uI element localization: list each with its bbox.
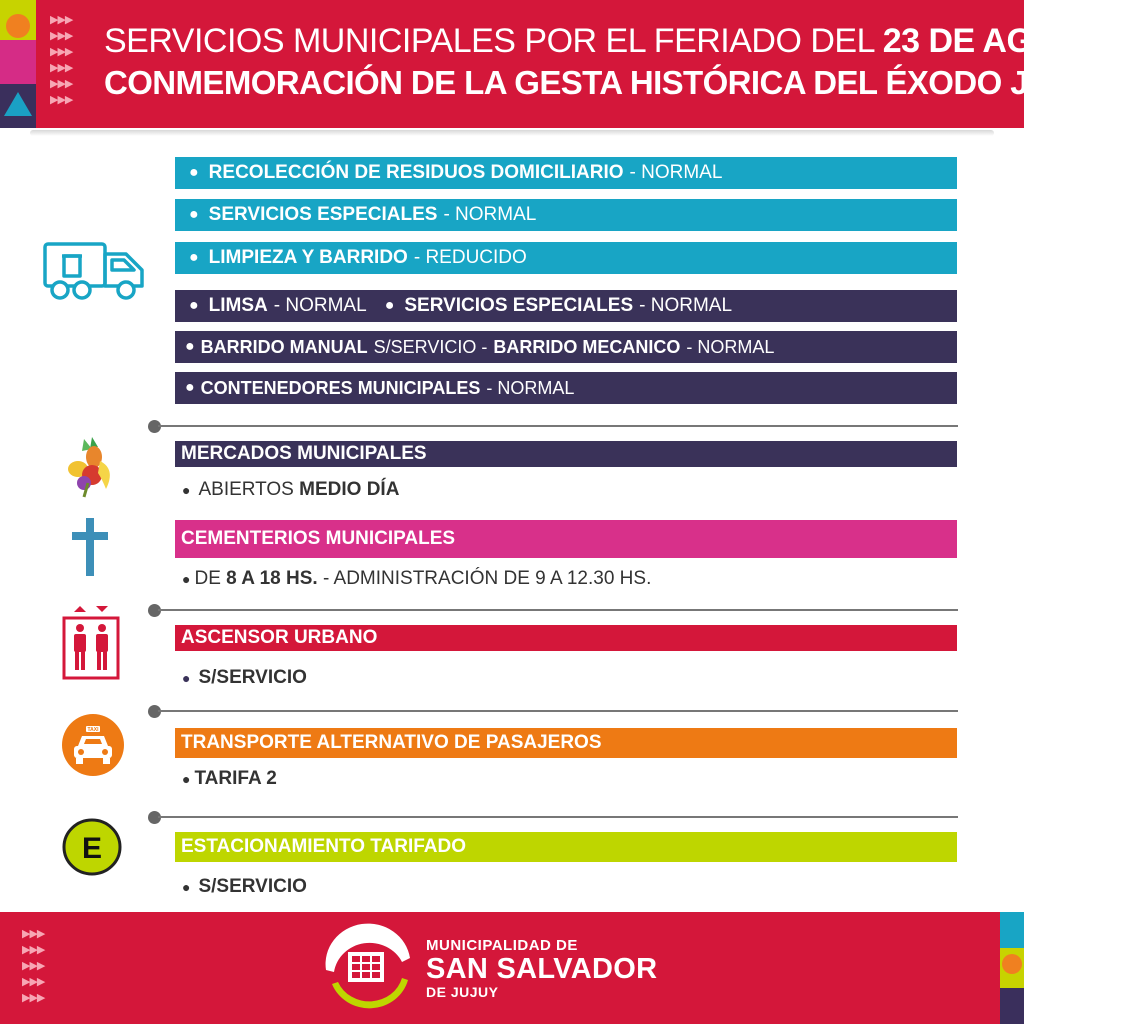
bullet-icon: ● [189, 249, 199, 266]
decorative-arrows: ▶▶▶ ▶▶▶ ▶▶▶ ▶▶▶ ▶▶▶ [22, 928, 45, 1004]
service-name: LIMSA [208, 295, 268, 316]
service-name: CONTENEDORES MUNICIPALES [200, 377, 481, 398]
divider [148, 811, 958, 823]
service-name: SERVICIOS ESPECIALES [404, 295, 634, 316]
service-row-limsa [175, 290, 957, 322]
logo-line3: DE JUJUY [426, 984, 499, 1000]
detail-bold: MEDIO DÍA [299, 479, 400, 500]
service-row-limpieza [175, 242, 957, 274]
detail-text: DE [194, 568, 221, 589]
section-title-ascensor: ASCENSOR URBANO [175, 625, 957, 651]
service-status: S/SERVICIO - [373, 336, 488, 357]
service-name: RECOLECCIÓN DE RESIDUOS DOMICILIARIO [208, 162, 624, 183]
parking-icon [62, 818, 122, 876]
service-row-especiales [175, 199, 957, 231]
bullet-icon: ● [182, 482, 191, 498]
detail-bold: TARIFA 2 [194, 768, 277, 789]
bullet-icon: ● [185, 379, 195, 396]
estacionamiento-detail [182, 876, 307, 898]
decorative-arrows: ▶▶▶ ▶▶▶ ▶▶▶ ▶▶▶ ▶▶▶ ▶▶▶ [50, 14, 73, 106]
service-status: - NORMAL [629, 162, 723, 183]
cross-icon [70, 518, 110, 576]
header-shadow [30, 130, 994, 136]
service-name: BARRIDO MANUAL [200, 336, 368, 357]
service-name: BARRIDO MECANICO [493, 336, 681, 357]
service-row-contenedores [175, 372, 957, 404]
service-status: - NORMAL [443, 204, 537, 225]
service-status: - REDUCIDO [413, 247, 527, 268]
decorative-strip [1000, 912, 1024, 1024]
service-row-recoleccion [175, 157, 957, 189]
decorative-strip [0, 0, 36, 128]
bullet-icon: ● [182, 879, 191, 895]
bullet-icon: ● [189, 297, 199, 314]
taxi-icon [62, 714, 124, 776]
detail-text: ABIERTOS [198, 479, 294, 500]
section-title-transporte: TRANSPORTE ALTERNATIVO DE PASAJEROS [175, 728, 957, 758]
ascensor-detail [182, 667, 307, 689]
bullet-icon: ● [182, 670, 191, 686]
bullet-icon: ● [189, 206, 199, 223]
bullet-icon: ● [384, 297, 395, 314]
page-title-line2: CONMEMORACIÓN DE LA GESTA HISTÓRICA DEL ÉXODO JUJEÑO [104, 64, 1139, 101]
section-title-mercados: MERCADOS MUNICIPALES [175, 441, 957, 467]
divider [148, 420, 958, 432]
service-status: - NORMAL [639, 295, 733, 316]
elevator-icon [62, 604, 120, 680]
service-row-barrido [175, 331, 957, 363]
bullet-icon: ● [185, 338, 195, 355]
taxi-sign-label: TAXI [87, 727, 99, 733]
fruit-icon [62, 433, 120, 499]
detail-bold: S/SERVICIO [198, 876, 307, 897]
service-status: - NORMAL [686, 336, 775, 357]
bullet-icon: ● [189, 164, 199, 181]
service-status: - NORMAL [273, 295, 367, 316]
title-date: 23 DE AGOSTO [882, 22, 1127, 60]
municipal-logo-text [426, 937, 657, 1000]
divider [148, 604, 958, 616]
service-name: LIMPIEZA Y BARRIDO [208, 247, 408, 268]
mercados-detail [182, 479, 399, 501]
page-title-line1 [104, 22, 1126, 61]
bullet-icon: ● [182, 571, 191, 587]
detail-bold: S/SERVICIO [198, 667, 307, 688]
transporte-detail [182, 768, 277, 790]
logo-line1: MUNICIPALIDAD DE [426, 937, 578, 954]
title-prefix: SERVICIOS MUNICIPALES POR EL FERIADO DEL [104, 22, 874, 60]
divider [148, 705, 958, 717]
detail-bold: 8 A 18 HS. [226, 568, 318, 589]
parking-letter: E [81, 832, 103, 865]
service-status: - NORMAL [486, 377, 575, 398]
municipal-logo-icon [318, 922, 418, 1012]
bullet-icon: ● [182, 771, 191, 787]
section-title-estacionamiento: ESTACIONAMIENTO TARIFADO [175, 832, 957, 862]
detail-text: - ADMINISTRACIÓN DE 9 A 12.30 HS. [322, 568, 652, 589]
section-title-cementerios: CEMENTERIOS MUNICIPALES [175, 520, 957, 558]
logo-line2: SAN SALVADOR [426, 953, 658, 985]
cementerios-detail [182, 568, 651, 590]
truck-icon [42, 238, 148, 302]
service-name: SERVICIOS ESPECIALES [208, 204, 438, 225]
